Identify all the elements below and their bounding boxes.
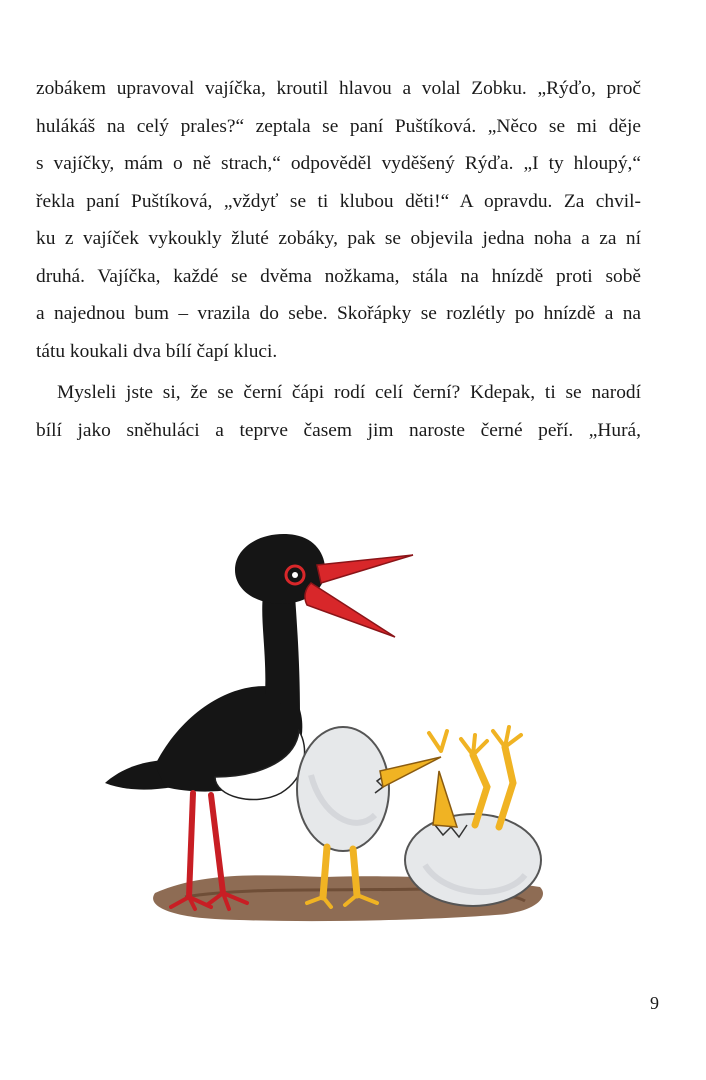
- body-text: [36, 70, 641, 449]
- text-line: řekla paní Puštíková, „vždyť se ti klubou děti!“ A opravdu. Za chvil-: [36, 190, 641, 212]
- text-line: Mysleli jste si, že se černí čápi rodí celí černí? Kdepak, ti se narodí: [57, 382, 641, 403]
- lying-egg: [405, 727, 541, 906]
- stork-beak: [317, 555, 413, 583]
- text-line: bílí jako sněhuláci a teprve časem jim naroste černé peří. „Hurá,: [36, 419, 641, 441]
- stork-leg: [189, 793, 193, 897]
- black-stork: [105, 534, 413, 909]
- text-line: ku z vajíček vykoukly žluté zobáky, pak se objevila jedna noha a za ní: [36, 228, 641, 249]
- stork-hatching-illustration: [95, 525, 555, 925]
- text-line: a najednou bum – vrazila do sebe. Skořápky se rozlétly po hnízdě a na: [36, 303, 641, 324]
- text-line: zobákem upravoval vajíčka, kroutil hlavou a volal Zobku. „Rýďo, proč: [36, 78, 641, 99]
- paragraph-2: [36, 374, 641, 449]
- text-line: druhá. Vajíčka, každé se dvěma nožkama, stála na hnízdě proti sobě: [36, 265, 641, 287]
- text-line: s vajíčky, mám o ně strach,“ odpověděl vyděšený Rýďa. „I ty hloupý,“: [36, 153, 641, 174]
- page-number: 9: [650, 993, 659, 1013]
- text-line: hulákáš na celý prales?“ zeptala se paní Puštíková. „Něco se mi děje: [36, 115, 641, 137]
- text-line: tátu koukali dva bílí čapí kluci.: [36, 340, 278, 362]
- paragraph-1: [36, 70, 641, 370]
